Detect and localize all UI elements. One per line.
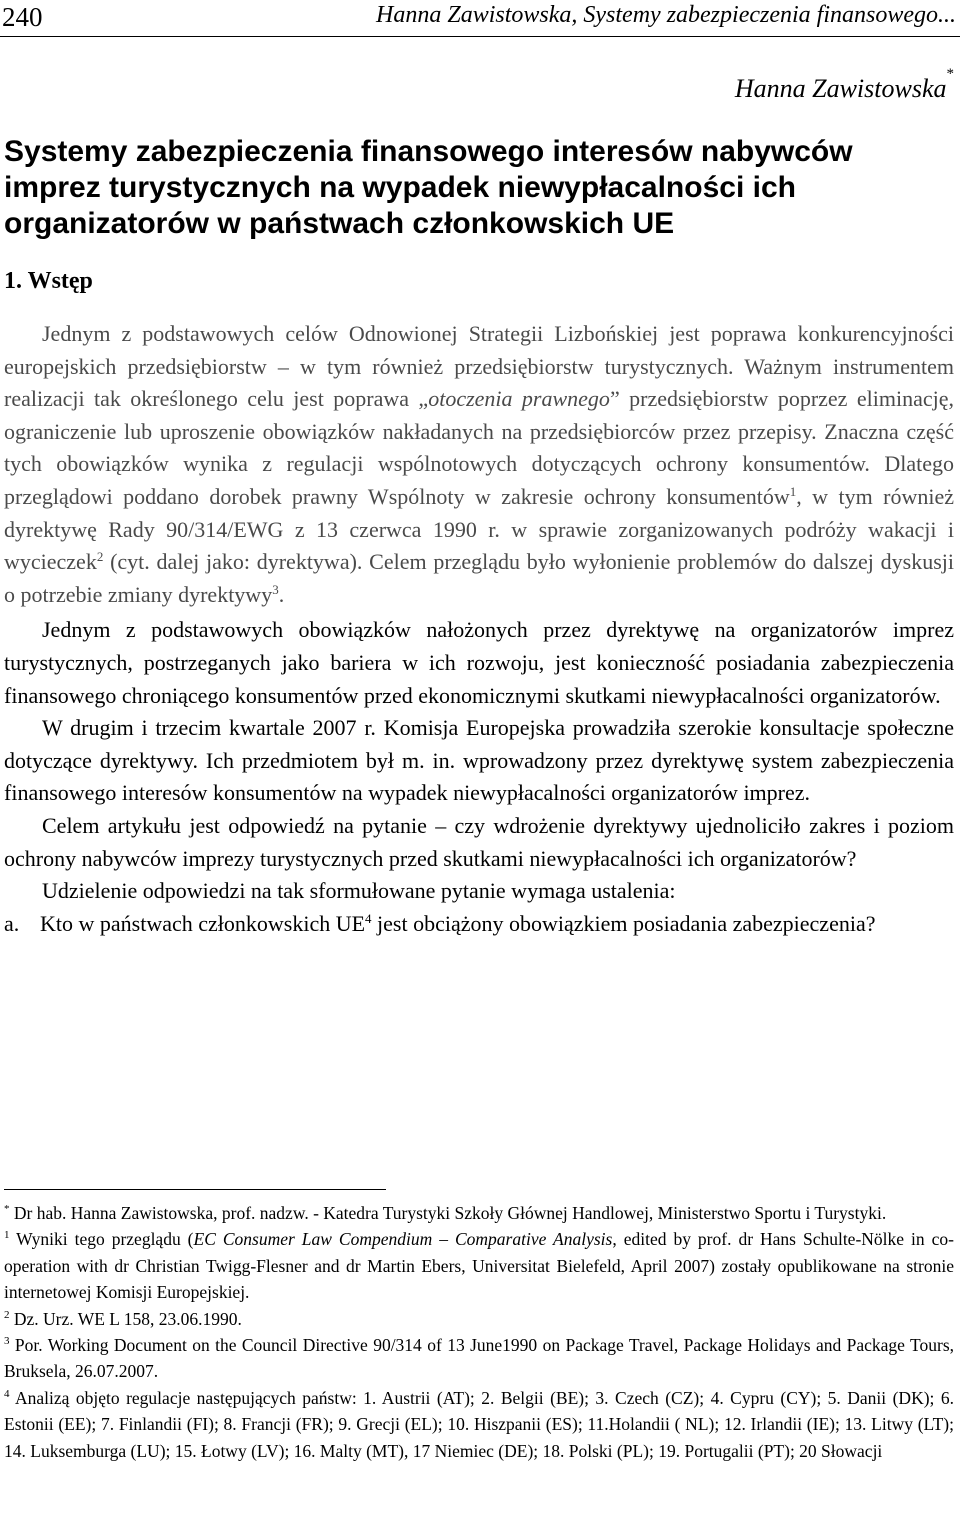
footnote-author-text: Dr hab. Hanna Zawistowska, prof. nadzw. - Katedra Turystyki Szkoły Głównej Handlowej, Ministerstwo Sportu i Turystyki. [9,1203,887,1223]
page-number: 240 [2,2,43,32]
paragraph-3: W drugim i trzecim kwartale 2007 r. Komisja Europejska prowadziła szerokie konsultacje społeczne dotyczące dyrektywy. Ich przedmiotem był m. in. wprowadzony przez dyrektywę system zabezpieczenia finansowego interesów konsumentów na wypadek niewypłacalności organizatorów imprez. [4,715,954,806]
footnote-1-text-a: Wyniki tego przeglądu ( [9,1229,194,1250]
article-body [4,318,954,940]
footnote-divider [4,1189,386,1190]
paragraph-1 [4,318,954,611]
question-a-text-end: jest obciążony obowiązkiem posiadania zabezpieczenia? [371,910,876,936]
author-line [734,66,954,104]
footnote-ref-1: 1 [789,483,797,499]
article-title: Systemy zabezpieczenia finansowego interesów nabywców imprez turystycznych na wypadek niewypłacalności ich organizatorów w państwach członkowskich UE [4,135,853,240]
footnote-1-mark: 1 [4,1229,10,1242]
footnote-author-mark: * [4,1203,10,1215]
paragraph-1-part-f: , w tym również dyrektywę Rady 90/314/EWG z 13 czerwca 1990 r. w sprawie zorganizowanych podróży wakacji i wycieczek [4,483,955,575]
paragraph-2: Jednym z podstawowych obowiązków nałożonych przez dyrektywę na organizatorów imprez turystycznych, postrzeganych jako bariera w ich rozwoju, jest konieczność posiadania zabezpieczenia finansowego chroniącego konsumentów przed ekonomicznymi skutkami niewypłacalności organizatorów. [4,617,954,708]
footnote-ref-3: 3 [272,581,279,597]
page-header [0,0,960,37]
footnote-3-text: Por. Working Document on the Council Directive 90/314 of 13 June1990 on Package Travel, Package Holidays and Package Tours, Bruksela, 26.07.2007. [4,1335,954,1382]
footnote-1-text-c: , edited by prof. dr Hans Schulte-Nölke in co-operation with dr Christian Twigg-Flesner and dr Martin Ebers, Universitat Bielefeld, April 2007) zostały opublikowane na stronie internetowej Komisji Europejskiej. [4,1229,954,1303]
footnote-4-text: Analizą objęto regulacje następujących państw: 1. Austrii (AT); 2. Belgii (BE); 3. Czech (CZ); 4. Cypru (CY); 5. Danii (DK); 6. Estonii (EE); 7. Finlandii (FI); 8. Francji (FR); 9. Grecji (EL); 10. Hiszpanii (ES); 11.Holandii ( NL); 12. Irlandii (IE); 13. Litwy (LT); 14. Luksemburga (LU); 15. Łotwy (LV); 16. Malty (MT), 17 Niemiec (DE); 18. Polski (PL); 19. Portugalii (PT); 20 Słowacji [4,1387,954,1461]
footnote-4-mark: 4 [4,1387,10,1400]
author-name: Hanna Zawistowska [734,74,947,103]
paragraph-1-italic: otoczenia prawnego [428,386,610,412]
footnote-ref-2: 2 [96,549,104,565]
footnote-2-mark: 2 [4,1308,10,1321]
footnote-2-text: Dz. Urz. WE L 158, 23.06.1990. [9,1308,242,1329]
footnote-author [4,1200,954,1226]
author-footnote-mark: * [946,66,954,82]
footnote-1-italic: EC Consumer Law Compendium – Comparative Analysis [193,1229,613,1250]
question-a [4,908,954,941]
running-title: Hanna Zawistowska, Systemy zabezpieczenia finansowego... [376,2,956,28]
section-heading: 1. Wstęp [4,268,93,294]
footnote-3-mark: 3 [4,1335,10,1348]
paragraph-1-part-b: Ważnym instrumentem realizacji tak określonego celu jest poprawa „ [4,353,954,412]
footnote-4 [4,1385,954,1464]
question-a-marker: a. [4,910,20,936]
footnote-3 [4,1332,954,1385]
paragraph-5: Udzielenie odpowiedzi na tak sformułowane pytanie wymaga ustalenia: [42,878,676,904]
footnote-1 [4,1226,954,1305]
paragraph-1-part-h: (cyt. dalej jako: dyrektywa). Celem przeglądu było wyłonienie problemów do dalszej dyskusji o potrzebie zmiany dyrektywy [4,549,954,607]
paragraph-4: Celem artykułu jest odpowiedź na pytanie – czy wdrożenie dyrektywy ujednoliciło zakres i poziom ochrony nabywców imprezy turystycznych przed skutkami niewypłacalności ich organizatorów? [4,812,954,871]
footnotes [4,1200,954,1464]
footnote-ref-4: 4 [365,910,372,926]
paragraph-1-part-a: Jednym z podstawowych celów Odnowionej Strategii Lizbońskiej jest poprawa konkurencyjności europejskich przedsiębiorstw – w tym również przedsiębiorstw turystycznych. [4,321,954,379]
question-a-text: Kto w państwach członkowskich UE [40,910,366,936]
paragraph-1-part-d: ” przedsiębiorstw poprzez eliminację, ograniczenie lub uproszenie obowiązków nakładanych na przedsiębiorców przez przepisy. Znaczna część tych obowiązków wynika z regulacji wspólnotowych dotyczących ochrony konsumentów. Dlatego przeglądowi poddano dorobek prawny Wspólnoty w zakresie ochrony konsumentów [4,386,954,509]
footnote-2 [4,1306,954,1332]
paragraph-1-part-j: . [278,581,285,607]
